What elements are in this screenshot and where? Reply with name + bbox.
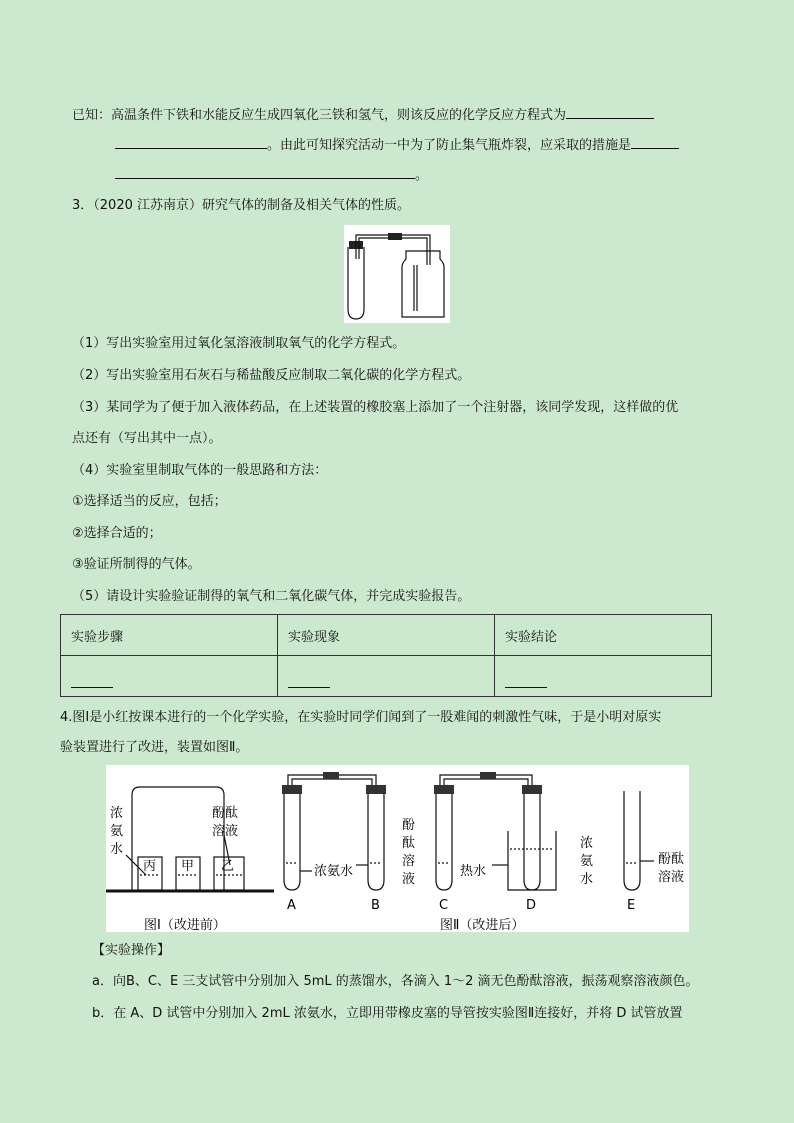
answer-blank[interactable] [505, 675, 547, 688]
p1-line1: 已知：高温条件下铁和水能反应生成四氧化三铁和氢气，则该反应的化学反应方程式为 [72, 104, 654, 126]
svg-text:溶: 溶 [402, 854, 416, 869]
q3-s2: （2）写出实验室用石灰石与稀盐酸反应制取二氧化碳的化学方程式。 [72, 368, 471, 383]
beaker-label-yi: 乙 [221, 859, 235, 874]
caption-fig2: 图Ⅱ（改进后） [440, 918, 525, 932]
svg-text:氨: 氨 [110, 824, 124, 839]
label-ammonia-d: 浓 [580, 836, 594, 851]
answer-blank[interactable] [566, 104, 654, 119]
q3-s4-2: ②选择合适的； [72, 526, 162, 541]
svg-text:水: 水 [110, 842, 124, 857]
q3-s3a: （3）某同学为了便于加入液体药品，在上述装置的橡胶塞上添加了一个注射器，该同学发现，这样做的优 [72, 400, 679, 415]
q4-op-a: a．向B、C、E 三支试管中分别加入 5mL 的蒸馏水，各滴入 1～2 滴无色酚酞溶液，振荡观察溶液颜色。 [92, 974, 699, 989]
table-cell [495, 656, 712, 697]
answer-blank[interactable] [115, 164, 415, 179]
experiment-report-table [60, 614, 712, 697]
gas-collecting-bottle [402, 251, 444, 317]
test-tube-d [524, 793, 540, 890]
label-phenolphthalein-e: 酚酞 [658, 852, 685, 867]
answer-blank[interactable] [71, 675, 113, 688]
tube-label-d: D [526, 898, 537, 913]
test-tube-a [284, 793, 300, 890]
label-ammonia: 浓 [110, 806, 124, 821]
p1-line2: 。由此可知探究活动一中为了防止集气瓶炸裂，应采取的措施是 [115, 134, 679, 156]
beaker-label-jia: 甲 [181, 859, 195, 874]
tube-label-c: C [439, 898, 449, 913]
table-header-cell: 实验现象 [278, 615, 495, 656]
q4-line1: 4.图Ⅰ是小红按课本进行的一个化学实验，在实验时同学们闻到了一股难闻的刺激性气味，于是小明对原实 [60, 710, 662, 725]
label-conc-ammonia: 浓氨水 [314, 864, 354, 879]
svg-text:溶液: 溶液 [658, 870, 685, 885]
q3-heading: 3．（2020 江苏南京）研究气体的制备及相关气体的性质。 [72, 198, 410, 213]
svg-text:水: 水 [580, 872, 594, 887]
p1-line3: 。 [115, 164, 428, 186]
test-tube-b [368, 793, 384, 890]
svg-text:氨: 氨 [580, 854, 594, 869]
q3-s4: （4）实验室里制取气体的一般思路和方法： [72, 463, 328, 478]
label-hot-water: 热水 [460, 864, 487, 879]
label-phenolphthalein-b: 酚 [402, 818, 416, 833]
beaker-label-bing: 丙 [143, 859, 157, 874]
answer-blank[interactable] [115, 134, 267, 149]
svg-text:液: 液 [402, 872, 416, 887]
table-header-cell: 实验结论 [495, 615, 712, 656]
answer-blank[interactable] [288, 675, 330, 688]
table-cell [278, 656, 495, 697]
q3-s4-1: ①选择适当的反应，包括； [72, 494, 227, 509]
test-tube-c [436, 793, 452, 890]
svg-text:溶液: 溶液 [212, 824, 239, 839]
tube-label-e: E [627, 898, 636, 913]
caption-fig1: 图Ⅰ（改进前） [144, 918, 226, 932]
label-phenolphthalein: 酚酞 [212, 806, 239, 821]
test-tube-e [624, 791, 640, 890]
table-header-row [61, 615, 712, 656]
table-row [61, 656, 712, 697]
gas-apparatus-figure [344, 225, 450, 323]
q3-s3b: 点还有（写出其中一点）。 [72, 431, 222, 446]
q4-op-b: b．在 A、D 试管中分别加入 2mL 浓氨水，立即用带橡皮塞的导管按实验图Ⅱ连接好，并将 D 试管放置 [92, 1006, 683, 1021]
q3-s4-3: ③验证所制得的气体。 [72, 557, 201, 572]
hot-water-beaker [508, 831, 556, 890]
svg-text:酞: 酞 [402, 836, 416, 851]
table-header-cell: 实验步骤 [61, 615, 278, 656]
q4-line2: 验装置进行了改进，装置如图Ⅱ。 [60, 740, 249, 755]
tube-label-b: B [371, 898, 380, 913]
tube-connector [388, 233, 402, 240]
q3-s1: （1）写出实验室用过氧化氢溶液制取氧气的化学方程式。 [72, 336, 406, 351]
ammonia-experiment-figure [106, 765, 689, 932]
tube-label-a: A [287, 898, 296, 913]
answer-blank[interactable] [631, 134, 679, 149]
q4-op-title: 【实验操作】 [92, 943, 171, 958]
table-cell [61, 656, 278, 697]
q3-s5: （5）请设计实验验证制得的氧气和二氧化碳气体，并完成实验报告。 [72, 589, 471, 604]
